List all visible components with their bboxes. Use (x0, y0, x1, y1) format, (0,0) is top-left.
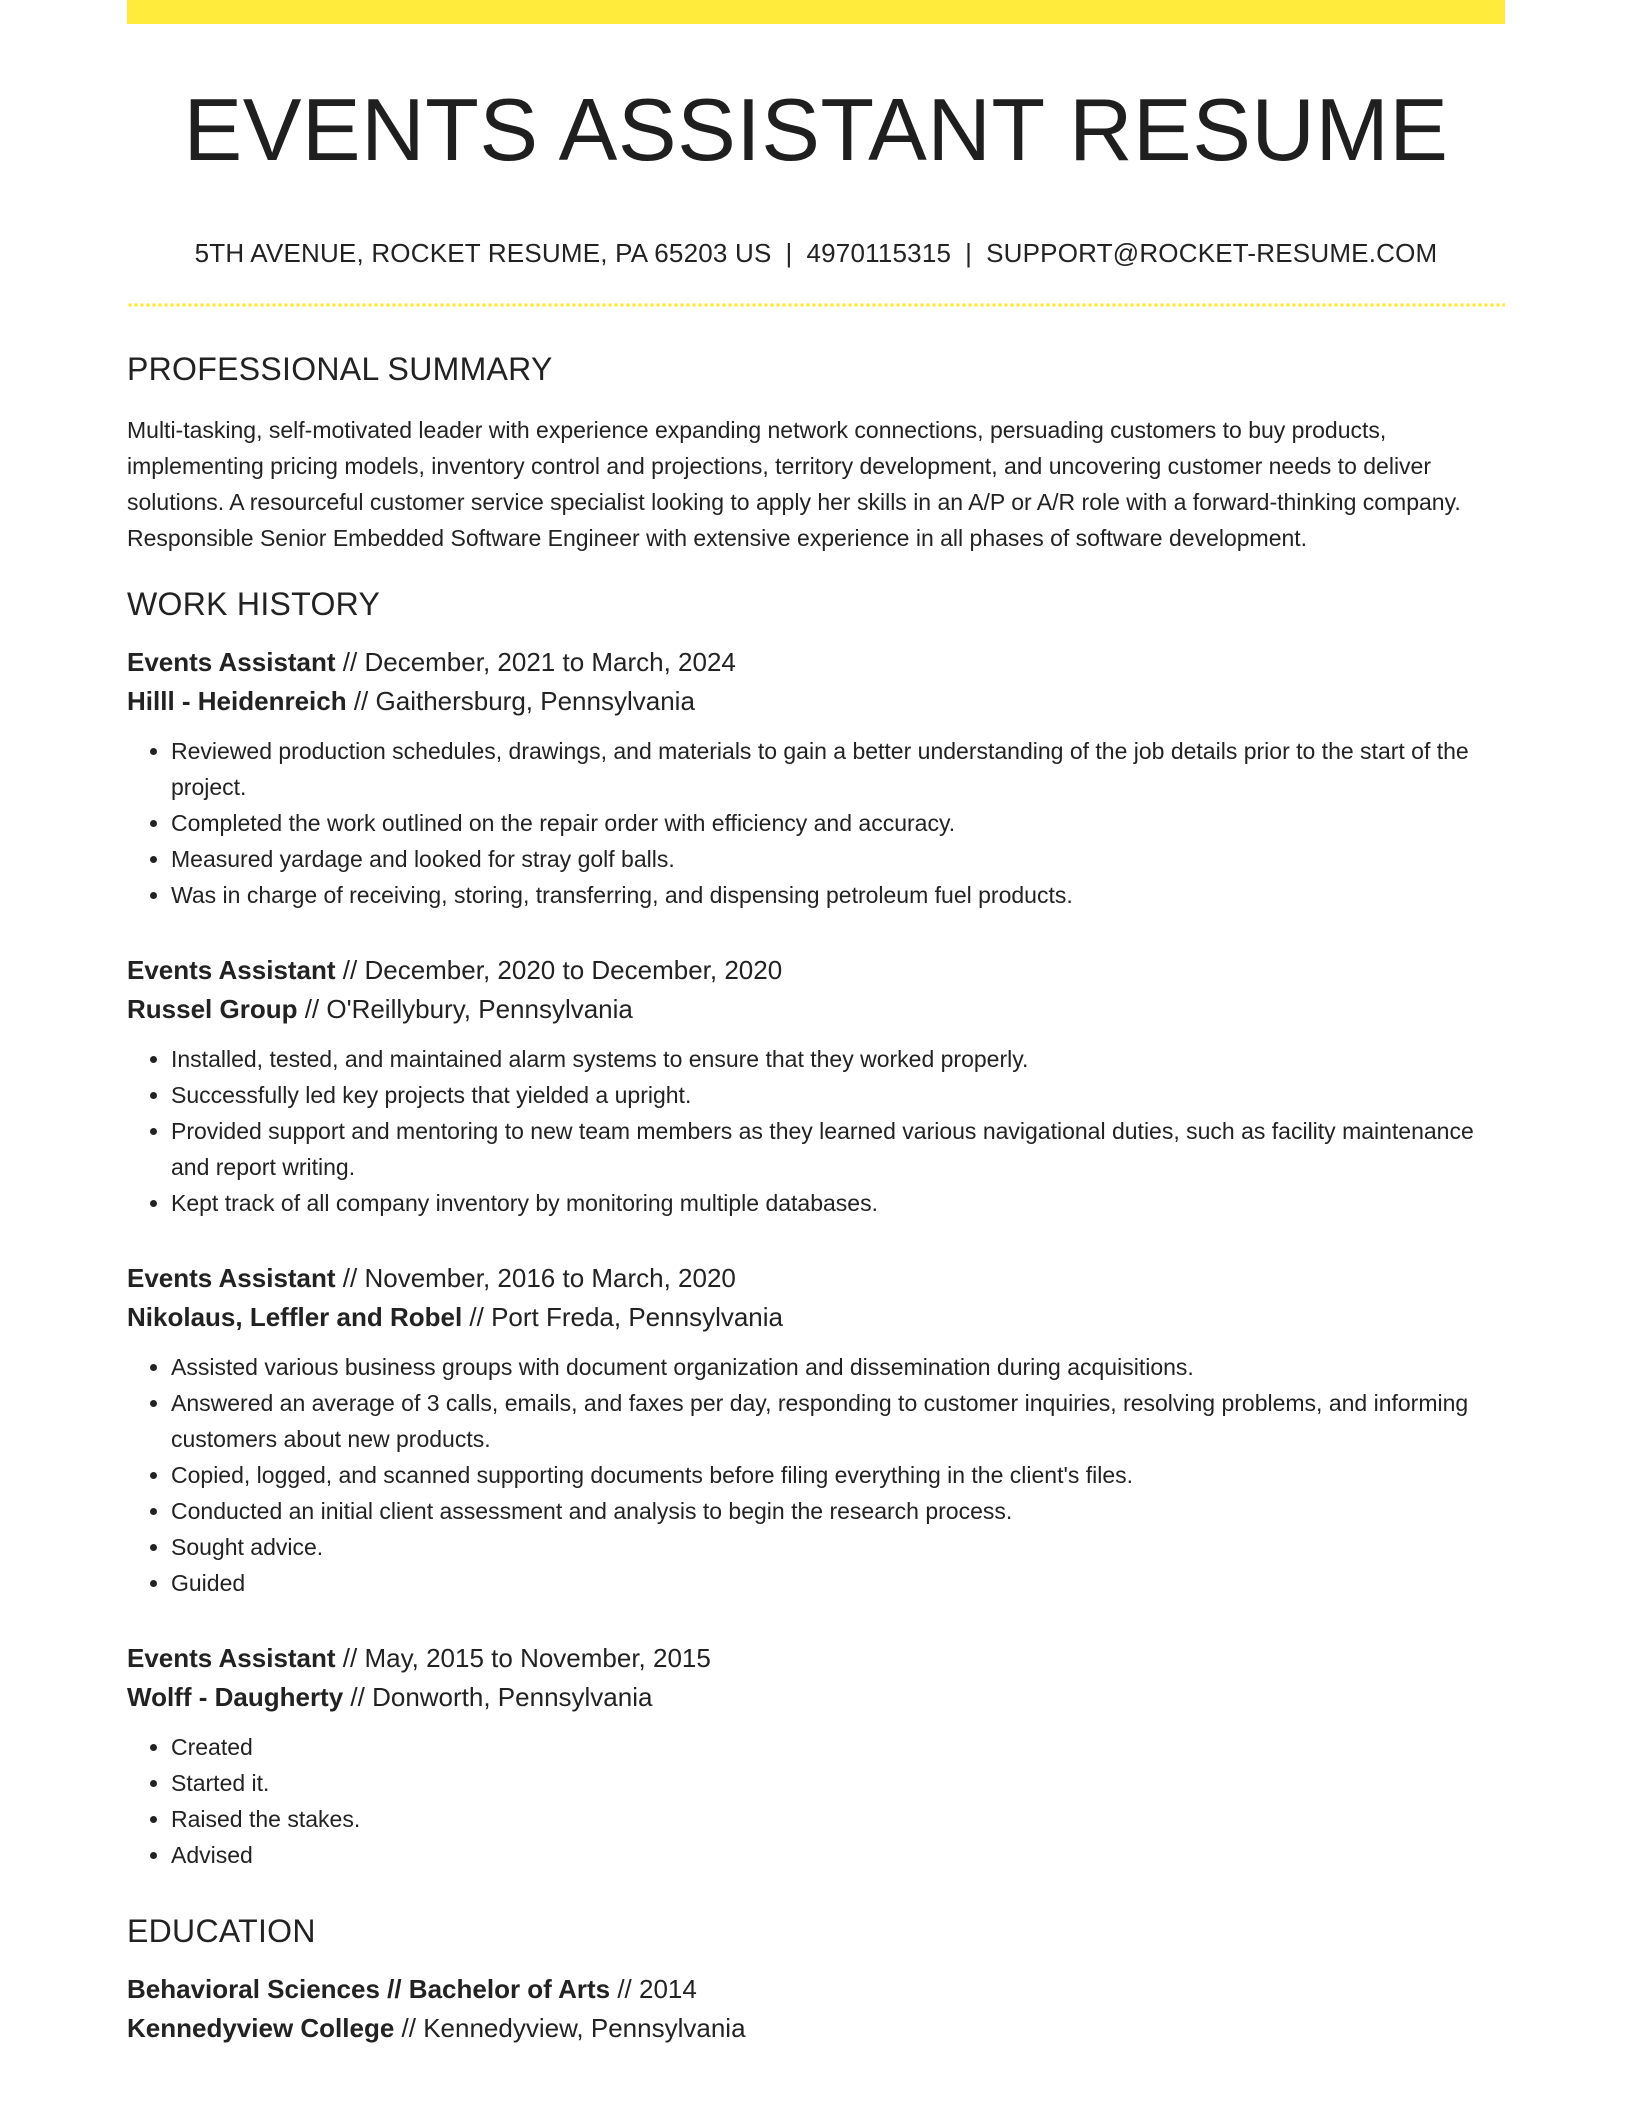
job-bullet: • Sought advice. (171, 1529, 1505, 1565)
job-dates: // November, 2016 to March, 2020 (335, 1263, 736, 1293)
job-bullets (127, 733, 1505, 913)
summary-heading: PROFESSIONAL SUMMARY (127, 351, 553, 387)
job-bullet: • Assisted various business groups with document organization and dissemination during acquisitions. (171, 1349, 1505, 1385)
job-bullet: • Completed the work outlined on the repair order with efficiency and accuracy. (171, 805, 1505, 841)
job-entry (127, 1639, 1505, 1873)
job-company: Russel Group (127, 994, 298, 1024)
job-role-line (127, 951, 1505, 990)
job-bullet: • Conducted an initial client assessment and analysis to begin the research process. (171, 1493, 1505, 1529)
job-bullet: • Raised the stakes. (171, 1801, 1505, 1837)
job-bullet: • Successfully led key projects that yielded a upright. (171, 1077, 1505, 1113)
work-history-heading: WORK HISTORY (127, 586, 381, 622)
job-bullets (127, 1041, 1505, 1221)
education-degree-line (127, 1970, 1505, 2009)
job-dates: // May, 2015 to November, 2015 (335, 1643, 711, 1673)
job-bullet: • Advised (171, 1837, 1505, 1873)
job-bullet: • Copied, logged, and scanned supporting documents before filing everything in the client's files. (171, 1457, 1505, 1493)
job-company: Wolff - Daugherty (127, 1682, 344, 1712)
education-school-line (127, 2009, 1505, 2048)
job-bullet: • Kept track of all company inventory by monitoring multiple databases. (171, 1185, 1505, 1221)
job-bullet: • Was in charge of receiving, storing, transferring, and dispensing petroleum fuel products. (171, 877, 1505, 913)
job-location: // Port Freda, Pennsylvania (462, 1302, 783, 1332)
contact-separator: | (785, 238, 793, 268)
contact-address: 5TH AVENUE, ROCKET RESUME, PA 65203 US (194, 238, 772, 268)
job-role: Events Assistant (127, 1643, 336, 1673)
contact-phone: 4970115315 (806, 238, 952, 268)
contact-line (127, 238, 1505, 269)
job-location: // O'Reillybury, Pennsylvania (297, 994, 633, 1024)
job-role: Events Assistant (127, 647, 336, 677)
job-company: Nikolaus, Leffler and Robel (127, 1302, 463, 1332)
job-location: // Gaithersburg, Pennsylvania (346, 686, 695, 716)
education-heading: EDUCATION (127, 1913, 316, 1949)
education-degree: Behavioral Sciences // Bachelor of Arts (127, 1974, 611, 2004)
education-year: // 2014 (610, 1974, 697, 2004)
job-role-line (127, 643, 1505, 682)
job-bullet: • Reviewed production schedules, drawings, and materials to gain a better understanding of the job details prior to the start of the project. (171, 733, 1505, 805)
job-role: Events Assistant (127, 955, 336, 985)
job-bullet: • Created (171, 1729, 1505, 1765)
job-bullets (127, 1349, 1505, 1601)
job-dates: // December, 2021 to March, 2024 (335, 647, 736, 677)
job-company-line (127, 990, 1505, 1029)
education-location: // Kennedyview, Pennsylvania (394, 2013, 746, 2043)
job-bullet: • Measured yardage and looked for stray golf balls. (171, 841, 1505, 877)
summary-text: Multi-tasking, self-motivated leader with experience expanding network connections, persuading customers to buy products, implementing pricing models, inventory control and projections, territory development, and uncovering customer needs to deliver solutions. A resourceful customer service specialist looking to apply her skills in an A/P or A/R role with a forward-thinking company. Responsible Senior Embedded Software Engineer with extensive experience in all phases of software development. (127, 417, 1461, 551)
job-bullet: • Started it. (171, 1765, 1505, 1801)
job-company: Hilll - Heidenreich (127, 686, 347, 716)
job-entry (127, 643, 1505, 913)
job-bullet: • Answered an average of 3 calls, emails, and faxes per day, responding to customer inquiries, resolving problems, and informing customers about new products. (171, 1385, 1505, 1457)
job-dates: // December, 2020 to December, 2020 (335, 955, 783, 985)
job-bullets (127, 1729, 1505, 1873)
job-role: Events Assistant (127, 1263, 336, 1293)
job-bullet: • Guided (171, 1565, 1505, 1601)
accent-bar (127, 0, 1505, 24)
job-role-line (127, 1639, 1505, 1678)
work-history-list (127, 643, 1505, 1873)
job-bullet: • Provided support and mentoring to new team members as they learned various navigational duties, such as facility maintenance and report writing. (171, 1113, 1505, 1185)
job-bullet: • Installed, tested, and maintained alarm systems to ensure that they worked properly. (171, 1041, 1505, 1077)
education-entry (127, 1970, 1505, 2048)
resume-title: EVENTS ASSISTANT RESUME (183, 80, 1449, 179)
job-location: // Donworth, Pennsylvania (343, 1682, 653, 1712)
job-company-line (127, 1298, 1505, 1337)
job-role-line (127, 1259, 1505, 1298)
job-entry (127, 951, 1505, 1221)
education-school: Kennedyview College (127, 2013, 395, 2043)
contact-separator: | (965, 238, 973, 268)
job-company-line (127, 682, 1505, 721)
contact-email: SUPPORT@ROCKET-RESUME.COM (986, 238, 1438, 268)
dotted-divider (127, 303, 1505, 307)
job-entry (127, 1259, 1505, 1601)
job-company-line (127, 1678, 1505, 1717)
